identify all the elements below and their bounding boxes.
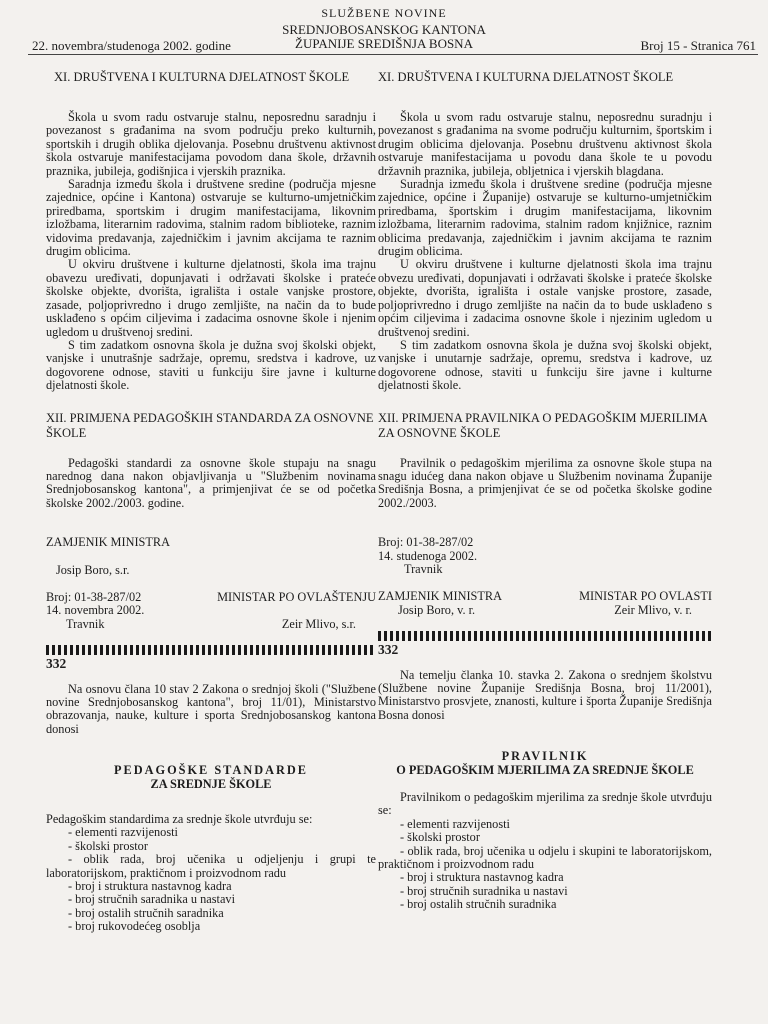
section-divider — [46, 645, 376, 655]
list-intro: Pedagoškim standardima za srednje škole utvrđuju se: — [46, 812, 313, 827]
act-subtitle: ZA SREDNJE ŠKOLE — [150, 776, 272, 791]
paragraph: Na temelju članka 10. stavka 2. Zakona o srednjem školstvu (Službene novine Županije Središnja Bosna, broj 11/2001), Ministarstvo prosvjete, znanosti, kulture i športa Županije Središnja Bosna donosi — [378, 667, 712, 722]
list-item: - broj i struktura nastavnog kadra — [400, 870, 564, 885]
gazette-title-canton: SREDNJOBOSANSKOG KANTONA — [282, 22, 486, 37]
list-intro: Pravilnikom o pedagoškim mjerilima za srednje škole utvrđuju se: — [378, 790, 712, 818]
list-item: - oblik rada, broj učenika u odjeljenju i grupi te laboratorijskom, praktičnom i proizvodnom radu — [46, 852, 376, 880]
left-column — [46, 66, 376, 934]
act-number: 332 — [378, 642, 399, 658]
paragraph: Saradnja između škola i društvene sredine (područja mjesne zajednice, općine i Kantona) ostvaruje se kulturno-umjetničkim priredbama, sportskim i drugim manifestacijama, likovnim izložbama, literarnim radovima, stalnim radom biblioteke, raznim vidovima predavanja, zajedničkim i javnim akcijama te raznim drugim oblicima. — [46, 177, 376, 259]
reference-number: Broj: 01-38-287/02 — [46, 589, 142, 604]
deputy-name: Josip Boro, v. r. — [398, 602, 476, 617]
paragraph: Na osnovu člana 10 stav 2 Zakona o srednjoj školi ("Službene novine Srednjobosanskog kantona", broj 11/01), Ministarstvo obrazovanja, nauke, kulture i sporta Srednjobosanskog kantona donosi — [46, 681, 376, 736]
act-subtitle: O PEDAGOŠKIM MJERILIMA ZA SREDNJE ŠKOLE — [396, 762, 694, 777]
act-number: 332 — [46, 656, 67, 672]
list-item: - broj rukovodećeg osoblja — [68, 919, 201, 934]
section-heading-xi: XI. DRUŠTVENA I KULTURNA DJELATNOST ŠKOLE — [54, 70, 350, 84]
gazette-title: SLUŽBENE NOVINE — [321, 6, 447, 20]
list-item: - školski prostor — [68, 838, 148, 853]
paragraph: U okviru društvene i kulturne djelatnosti škola ima trajnu obvezu uređivati, dopunjavati i održavati školske i prateće školske objekte, dvorišta, igrališta i ostale vanjske prostore, zasade, poljoprivredno i drugo zemljište na način da to bude usklađeno s općim ciljevima i zadacima osnovne škole i njezinim ugledom u društvenoj sredini. — [378, 257, 712, 339]
header-rule — [28, 54, 758, 55]
deputy-name: Josip Boro, s.r. — [56, 562, 130, 577]
paragraph: Pravilnik o pedagoškim mjerilima za osnovne škole stupa na snagu idućeg dana nakon objave u Službenim novinama Županije Središnja Bosna, a primjenjivat će se od početka školske godine 2002./2003. — [378, 455, 712, 510]
signature-row — [46, 591, 376, 604]
reference-date: 14. novembra 2002. — [46, 603, 145, 618]
section-divider — [378, 631, 712, 641]
deputy-title: ZAMJENIK MINISTRA — [378, 589, 502, 604]
issue-page-number: Broj 15 - Stranica 761 — [640, 38, 756, 53]
list-item: - školski prostor — [400, 830, 480, 845]
minister-title: MINISTAR PO OVLASTI — [579, 589, 712, 604]
right-column — [378, 66, 712, 912]
paragraph: Škola u svom radu ostvaruje stalnu, neposrednu suradnju i povezanost s građanima na svome području kulturnim, športskim i drugim oblicima djelovanja. Posebnu društvenu aktivnost škola ostvaruje manifestacijama u povodu dana škole te u povodu državnih praznika, jubileja, obljetnica i vjerskih blagdana. — [378, 110, 712, 178]
page-header — [0, 0, 768, 60]
reference-number: Broj: 01-38-287/02 — [378, 535, 474, 550]
list-item: - broj stručnih suradnika u nastavi — [400, 883, 568, 898]
paragraph: Pedagoški standardi za osnovne škole stupaju na snagu narednog dana nakon objavljivanja u "Službenim novinama Srednjobosanskog kantona", a primjenjivat će se od početka školske 2002./2003. godine. — [46, 455, 376, 510]
section-heading-xi: XI. DRUŠTVENA I KULTURNA DJELATNOST ŠKOLE — [378, 70, 674, 84]
reference-place: Travnik — [404, 561, 443, 576]
section-heading-xii: XII. PRIMJENA PEDAGOŠKIH STANDARDA ZA OSNOVNE ŠKOLE — [46, 410, 374, 440]
deputy-title: ZAMJENIK MINISTRA — [46, 535, 170, 550]
list-item: - broj ostalih stručnih saradnika — [68, 905, 224, 920]
list-item: - broj i struktura nastavnog kadra — [68, 879, 232, 894]
minister-name: Zeir Mlivo, s.r. — [281, 616, 356, 631]
paragraph: S tim zadatkom osnovna škola je dužna svoj školski objekt, vanjske i unutrašnje sadržaje, opremu, sredstva i kadrove, uz dogovorene odnose, staviti u funkciju šire javne i kulturne djelatnosti škole. — [46, 337, 376, 393]
list-item: - broj ostalih stručnih suradnika — [400, 897, 557, 912]
issue-date: 22. novembra/studenoga 2002. godine — [32, 38, 231, 53]
list-item: - elementi razvijenosti — [400, 816, 510, 831]
gazette-title-county: ŽUPANIJE SREDIŠNJA BOSNA — [295, 36, 473, 51]
paragraph: S tim zadatkom osnovna škola je dužna svoj školski objekt, vanjske i unutarnje sadržaje, opremu, sredstva i kadrove, uz dogovorene odnose, staviti u funkciju šire javne i kulturne djelatnosti škole. — [378, 337, 712, 393]
minister-title: MINISTAR PO OVLAŠTENJU — [217, 589, 376, 604]
minister-name: Zeir Mlivo, v. r. — [614, 602, 692, 617]
section-heading-xii: XII. PRIMJENA PRAVILNIKA O PEDAGOŠKIM MJERILIMA ZA OSNOVNE ŠKOLE — [378, 410, 707, 440]
reference-date: 14. studenoga 2002. — [378, 548, 478, 563]
paragraph: Suradnja između škola i društvene sredine (područja mjesne zajednice, općine i Županije) ostvaruje se kulturno-umjetničkim priredbama, športskim i drugim manifestacijama, likovnim izložbama, literarnim radovima, stalnim radom knjižnice, raznim oblicima predavanja, zajedničkim i javnim akcijama te raznim drugim oblicima. — [378, 177, 712, 259]
act-title: PEDAGOŠKE STANDARDE — [114, 763, 308, 778]
reference-place: Travnik — [66, 616, 105, 631]
list-item: - elementi razvijenosti — [68, 825, 178, 840]
list-item: - oblik rada, broj učenika u odjelu i skupini te laboratorijskom, praktičnom i proizvodnom radu — [378, 843, 712, 872]
signature-row-2 — [46, 618, 376, 631]
signature-row — [378, 590, 712, 603]
paragraph: Škola u svom radu ostvaruje stalnu, neposrednu saradnju i povezanost s građanima na svom području preko kulturnih, sportskih i drugih oblika djelovanja. Posebnu društvenu aktivnost škola ostvaruje manifestacijama povodom dana škole, državnih praznika, jubileja, godišnjica i vjerskih praznika. — [46, 110, 376, 178]
signature-row-2 — [378, 604, 712, 617]
list-item: - broj stručnih saradnika u nastavi — [68, 892, 235, 907]
act-title: PRAVILNIK — [501, 749, 589, 764]
paragraph: U okviru društvene i kulturne djelatnosti, škola ima trajnu obavezu uređivati, dopunjavati i održavati školske i prateće školske objekte, dvorišta, igrališta i ostale vanjske prostore, zasade, poljoprivredno i drugo zemljište, na način da to bude usklađeno s općim ciljevima i zadacima osnovne škole i njenim ugledom u društvenoj sredini. — [46, 257, 376, 339]
